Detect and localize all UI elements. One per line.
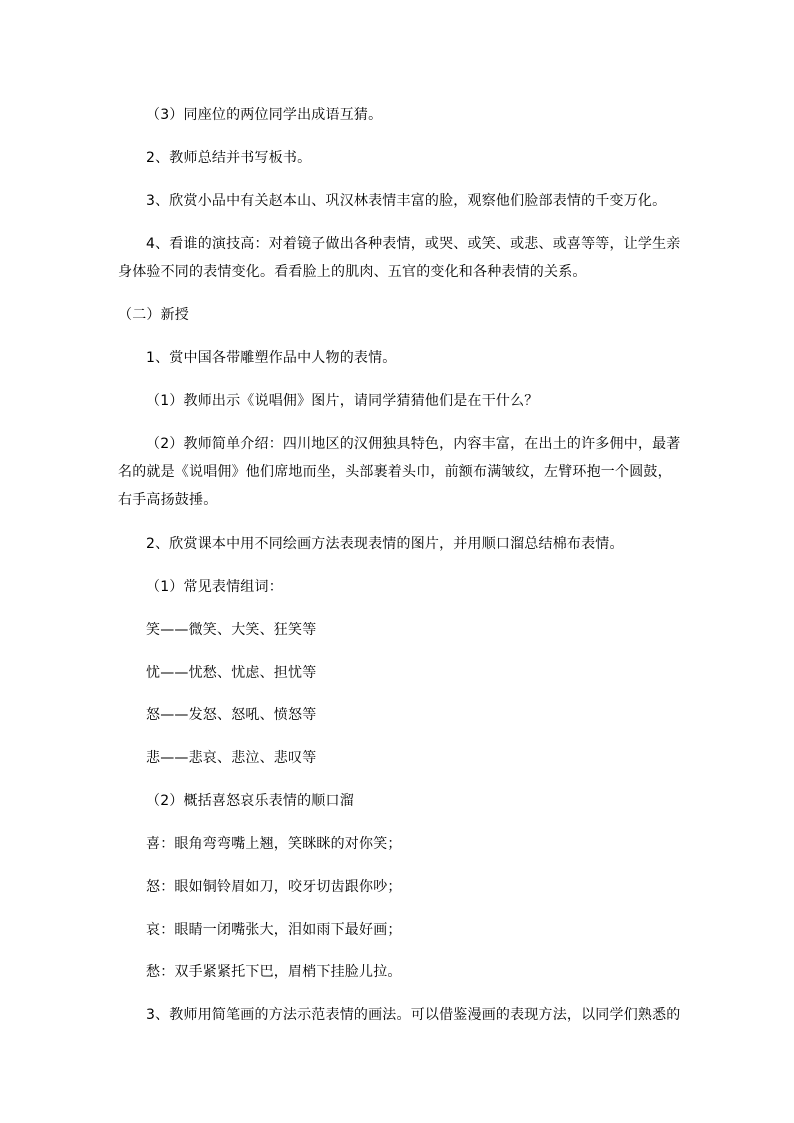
paragraph-line: 2、欣赏课本中用不同绘画方法表现表情的图片，并用顺口溜总结棉布表情。 [146,536,624,552]
list-item: 忧——忧愁、忧虑、担忧等 [146,665,317,681]
paragraph-line: 3、教师用简笔画的方法示范表情的画法。可以借鉴漫画的表现方法，以同学们熟悉的 [146,1007,681,1023]
paragraph-line: 1、赏中国各带雕塑作品中人物的表情。 [146,350,397,366]
paragraph-line: 右手高扬鼓捶。 [118,492,218,508]
list-item: 笑——微笑、大笑、狂笑等 [146,622,317,638]
list-item: 喜：眼角弯弯嘴上翘，笑眯眯的对你笑； [146,836,402,852]
list-item: 哀：眼睛一闭嘴张大，泪如雨下最好画； [146,922,402,938]
list-item: 怒：眼如铜铃眉如刀，咬牙切齿跟你吵； [146,879,402,895]
paragraph-line: （2）概括喜怒哀乐表情的顺口溜 [146,793,354,809]
paragraph-line: 身体验不同的表情变化。看看脸上的肌肉、五官的变化和各种表情的关系。 [118,264,587,280]
paragraph-line: 3、欣赏小品中有关赵本山、巩汉林表情丰富的脸，观察他们脸部表情的千变万化。 [146,193,667,209]
list-item: 愁：双手紧紧托下巴，眉梢下挂脸儿拉。 [146,964,402,980]
paragraph-line: 2、教师总结并书写板书。 [146,150,312,166]
paragraph-line: （1）教师出示《说唱佣》图片，请同学猜猜他们是在干什么？ [146,393,539,409]
paragraph-line: 名的就是《说唱佣》他们席地而坐，头部裹着头巾，前额布满皱纹，左臂环抱一个圆鼓， [118,464,672,480]
section-heading: （二）新授 [118,307,189,323]
paragraph-line: 4、看谁的演技高：对着镜子做出各种表情，或哭、或笑、或悲、或喜等等，让学生亲 [146,236,681,252]
list-item: 悲——悲哀、悲泣、悲叹等 [146,750,317,766]
paragraph-line: （2）教师简单介绍：四川地区的汉佣独具特色，内容丰富，在出土的许多佣中，最著 [146,436,681,452]
list-item: 怒——发怒、怒吼、愤怒等 [146,707,317,723]
paragraph-line: （1）常见表情组词： [146,579,283,595]
paragraph-line: （3）同座位的两位同学出成语互猜。 [146,107,383,123]
